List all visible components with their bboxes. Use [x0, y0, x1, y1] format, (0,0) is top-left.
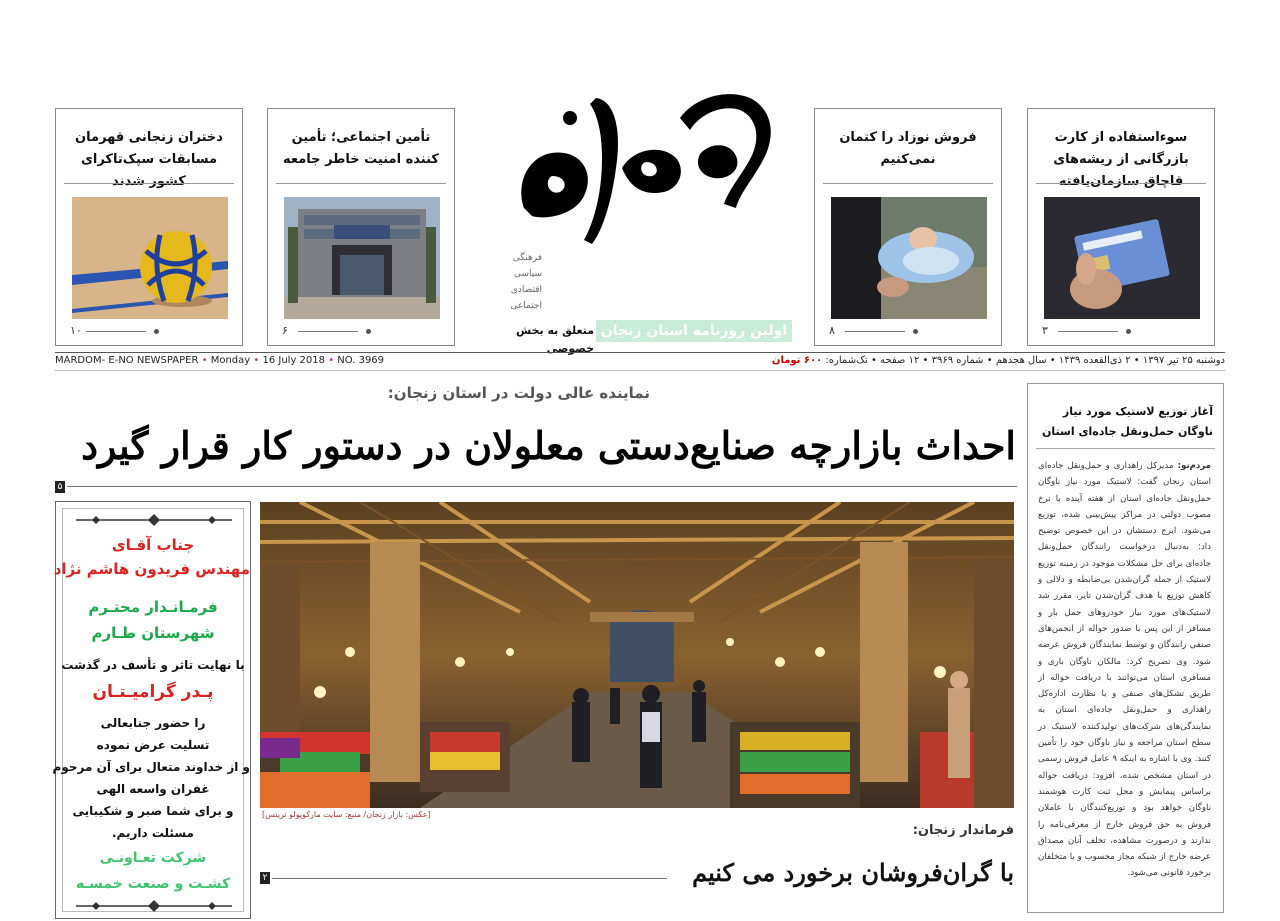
issue-no-en: NO. 3969 [337, 355, 385, 366]
notice-line-7: را حضور جنابعالی [100, 716, 206, 730]
teaser-title: تأمین اجتماعی؛ تأمین کننده امنیت خاطر جامعه [283, 130, 439, 167]
teaser-photo-building [284, 197, 440, 319]
teaser-photo-card [1044, 197, 1200, 319]
divider [823, 183, 993, 184]
divider [1058, 331, 1118, 332]
notice-line-9: و از خداوند متعال برای آن مرحوم [52, 760, 250, 774]
teaser-social-security[interactable] [267, 108, 455, 346]
notice-line-12: مسئلت داریم. [112, 826, 194, 840]
notice-signer-2: کشـت و صنعت خمسـه [75, 876, 231, 892]
ornament-top-icon [76, 514, 232, 526]
date-persian: دوشنبه ۲۵ تیر ۱۳۹۷ • ۲ ذی‌القعده ۱۴۳۹ • سال هجدهم • شماره ۳۹۶۹ • ۱۲ صفحه • تک‌شماره: [825, 355, 1225, 366]
teaser-photo-ball [72, 197, 228, 319]
date-en: 16 July 2018 [262, 355, 325, 366]
divider [272, 878, 667, 879]
dateline-english: MARDOM- E-NO NEWSPAPER • Monday • 16 July 2018 • NO. 3969 [55, 355, 385, 366]
paper-name-en: MARDOM- E-NO NEWSPAPER [55, 355, 199, 366]
divider [64, 183, 234, 184]
newspaper-logo [504, 58, 782, 248]
bullet-dot [366, 329, 371, 334]
teaser-infant-sale[interactable] [814, 108, 1002, 346]
divider [845, 331, 905, 332]
notice-line-1: جناب آقـای [111, 536, 195, 554]
teaser-sepaktakraw[interactable] [55, 108, 243, 346]
teaser-title: سوء‌استفاده از کارت بازرگانی از ریشه‌های قاچاق سازمان‌یافته [1053, 130, 1189, 189]
bullet-dot [1126, 329, 1131, 334]
divider [1036, 183, 1206, 184]
side-article-body [1038, 458, 1211, 882]
notice-line-2: مهندس فریدون هاشم نژاد [53, 560, 250, 578]
main-headline[interactable]: احداث بازارچه صنایع‌دستی معلولان در دستور کار قرار گیرد [81, 423, 1016, 468]
divider [67, 486, 1017, 487]
notice-line-4: شهرستان طـارم [91, 624, 215, 642]
page-ref: ۱۰ [70, 324, 82, 337]
divider [55, 352, 1225, 353]
notice-line-5: با نهایت تاثر و تأسف در گذشت [61, 658, 245, 672]
section-economic: اقتصادی [510, 285, 542, 295]
divider [276, 183, 446, 184]
teaser-trade-card[interactable] [1027, 108, 1215, 346]
dateline-persian [771, 355, 1225, 366]
divider [298, 331, 358, 332]
condolence-notice [52, 501, 251, 919]
tagline: اولین روزنامه استان زنجان [596, 320, 792, 342]
side-article-text: مدیرکل راهداری و حمل‌ونقل جاده‌ای استان زنجان گفت: لاستیک مورد نیاز ناوگان حمل‌ونقل جاده‌ای استان از هفته آینده با نرخ مصوب دولتی در مراکز پیش‌بینی شده، توزیع می‌شود. ایرج دستشان در این خصوص توضیح داد: به‌دنبال درخواست رانندگان حمل‌ونقل جاده‌ای برای حل مشکلات موجود در زمینه توزیع لاستیک از جمله گران‌شدن بی‌ضابطه و دلالی و کاهش توزیع با هدف گران‌شدن تایر، مقرر شد لاستیک‌های مورد نیاز خودروهای حمل بار و مسافر از این پس با صدور حواله از انجمن‌های صنفی رانندگان و توسط نمایندگان فروش عرضه شود. وی تصریح کرد: مالکان ناوگان باری و مسافری استان می‌توانند با دریافت حواله از طریق تشکل‌های صنفی و با نظارت اداره‌کل راهداری و حمل‌ونقل جاده‌ای استان به نمایندگی‌های شرکت‌های تولیدکننده لاستیک در سطح استان مراجعه و نیاز ناوگان خود را تأمین کنند. وی با اشاره به اینکه ۹ عامل فروش رسمی در استان مشخص شده، افزود: دریافت حواله براساس پیمایش و محل ثبت کارت هوشمند ناوگان خواهد بود و توزیع‌کنندگان با عاملان فروش به حق فروش خارج از معرفی‌نامه را ندارند و درصورت مشاهده، تخلف آنان مصداق عرضه خارج از شبکه مجاز محسوب و با متخلفان برخورد قانونی می‌شود. [1038, 461, 1211, 879]
second-kicker: فرماندار زنجان: [912, 823, 1014, 838]
teaser-photo-baby [831, 197, 987, 319]
notice-line-8: تسلیت عرض نموده [96, 738, 210, 752]
section-list [508, 250, 542, 314]
main-page-ref: ۵ [55, 481, 65, 493]
main-kicker: نماینده عالی دولت در استان زنجان: [387, 384, 650, 402]
side-article-title: آغاز توزیع لاستیک مورد نیاز ناوگان حمل‌ونقل جاده‌ای استان [1042, 405, 1213, 438]
section-social: اجتماعی [510, 301, 542, 311]
side-article[interactable] [1027, 383, 1224, 913]
divider [55, 370, 1225, 371]
section-cultural: فرهنگی [512, 253, 542, 263]
notice-line-10: غفران واسعه الهی [96, 782, 210, 796]
teaser-title: فروش نوزاد را کتمان نمی‌کنیم [839, 130, 977, 167]
notice-line-3: فرمـانـدار محتـرم [88, 598, 218, 616]
page-ref: ۳ [1042, 324, 1048, 337]
notice-line-11: و برای شما صبر و شکیبایی [72, 804, 234, 818]
second-headline[interactable]: با گران‌فروشان برخورد می کنیم [692, 858, 1014, 887]
teaser-title: دختران زنجانی قهرمان مسابقات سپک‌تاکرای کشور شدند [75, 130, 223, 189]
bullet-dot [913, 329, 918, 334]
notice-signer-1: شرکت تعـاونـی [99, 850, 207, 866]
main-photo-bazaar [260, 502, 1014, 808]
price: ۶۰۰ تومان [771, 355, 823, 366]
weekday-en: Monday [210, 355, 251, 366]
notice-line-6: پـدر گرامیـتـان [92, 682, 214, 702]
page-ref: ۸ [829, 324, 835, 337]
ornament-bottom-icon [76, 900, 232, 912]
section-political: سیاسی [513, 269, 542, 279]
divider [86, 331, 146, 332]
side-article-lead: مردم‌نو: [1177, 461, 1211, 471]
ownership-note: متعلق به بخش خصوصی [516, 324, 594, 355]
page-ref: ۶ [282, 324, 288, 337]
second-page-ref: ۲ [260, 872, 270, 884]
divider [1036, 448, 1215, 449]
bullet-dot [154, 329, 159, 334]
photo-credit: [عکس: بازار زنجان/ منبع: سایت مارکوپولو ترینس] [262, 810, 431, 819]
